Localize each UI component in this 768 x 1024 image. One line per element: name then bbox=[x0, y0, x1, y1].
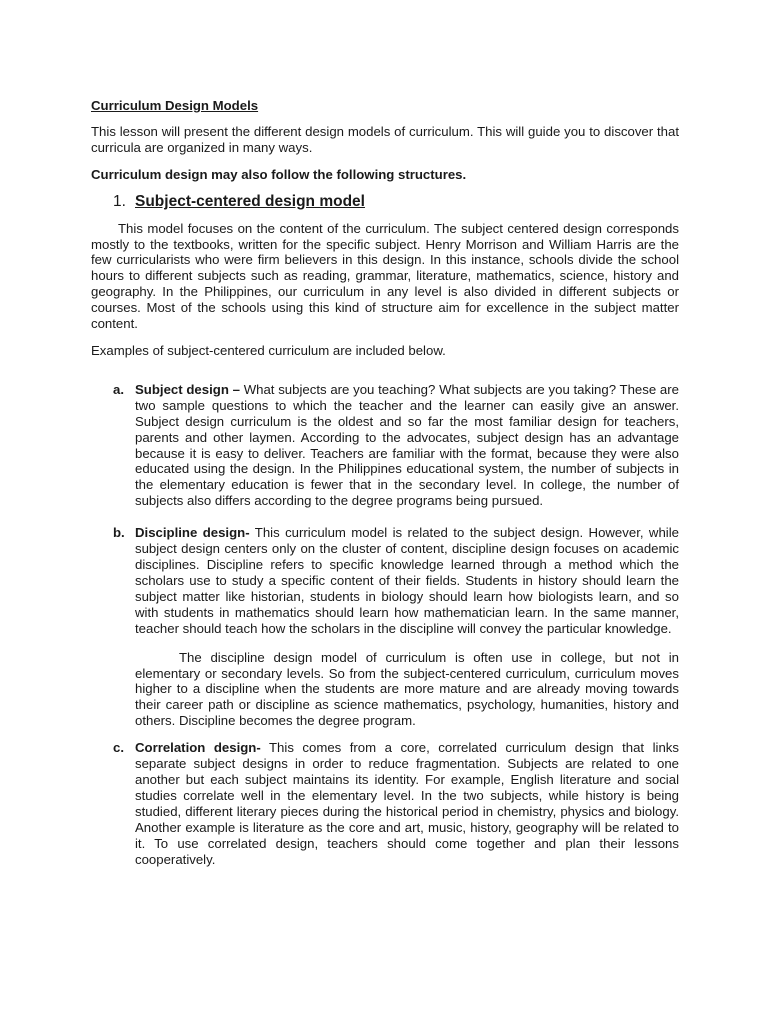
list-marker: a. bbox=[113, 381, 124, 397]
list-item-term: Correlation design- bbox=[135, 740, 261, 756]
section-number: 1. bbox=[113, 192, 126, 210]
list-item-text: What subjects are you teaching? What subjects are you taking? These are two sample questions to which the teacher and the learner can easily give an answer. Subject design curriculum is the oldest and so far the most familiar design for teachers, parents and other laymen. According to the advocates, subject design has an advantage because it is easy to deliver. Teachers are familiar with the format, because they were also educated using the design. In the Philippines educational system, the number of subjects in the elementary education is fewer that in the secondary level. In college, the number of subjects also differs according to the degree programs being pursued. bbox=[135, 381, 679, 509]
list-marker: c. bbox=[113, 740, 124, 756]
document-title: Curriculum Design Models bbox=[91, 98, 259, 113]
list-item-text: This comes from a core, correlated curriculum design that links separate subject designs in order to reduce fragmentation. Subjects are related to one another but each subject maintains its identity. For example, English literature and social studies correlate well in the elementary level. In the two subjects, while history is being studied, different literary pieces during the historical period in chemistry, physics and biology. Another example is literature as the core and art, music, history, geography will be related to it. To use correlated design, teachers should come together and plan their lessons cooperatively. bbox=[135, 740, 679, 867]
list-item-body bbox=[135, 740, 679, 867]
list-item-term: Discipline design- bbox=[135, 525, 250, 541]
document-page bbox=[91, 98, 679, 867]
list-item-correlation-design bbox=[113, 740, 679, 867]
examples-intro: Examples of subject-centered curriculum are included below. bbox=[91, 342, 446, 358]
discipline-followup-paragraph: The discipline design model of curriculum is often use in college, but not in elementary or secondary levels. So from the subject-centered curriculum, curriculum moves higher to a discipline when the students are more mature and are already moving towards their career path or discipline as science mathematics, psychology, humanities, history and others. Discipline becomes the degree program. bbox=[135, 649, 679, 729]
intro-paragraph: This lesson will present the different design models of curriculum. This will guide you to discover that curricula are organized in many ways. bbox=[91, 123, 679, 155]
list-item-text: This curriculum model is related to the subject design. However, while subject design centers only on the cluster of content, discipline design focuses on academic disciplines. Discipline refers to specific knowledge learned through a method which the scholars use to study a specific content of their fields. Students in history should learn the subject matter like historian, students in biology should learn how biologists learn, and so with students in mathematics should learn how mathematician learn. In the same manner, teacher should teach how the scholars in the discipline will convey the particular knowledge. bbox=[135, 525, 679, 636]
structures-note: Curriculum design may also follow the following structures. bbox=[91, 166, 467, 182]
list-item-discipline-design bbox=[113, 525, 679, 636]
section-heading bbox=[91, 193, 679, 211]
section-paragraph: This model focuses on the content of the curriculum. The subject centered design corresponds mostly to the textbooks, written for the specific subject. Henry Morrison and William Harris are the few curricularists who were firm believers in this design. In this instance, schools divide the school hours to different subjects such as reading, grammar, literature, mathematics, science, history and geography. In the Philippines, our curriculum in any level is also divided in different subjects or courses. Most of the schools using this kind of structure aim for excellence in the subject matter content. bbox=[91, 220, 679, 332]
list-item-body bbox=[135, 525, 679, 636]
list-item-body bbox=[135, 382, 679, 509]
list-marker: b. bbox=[113, 525, 125, 541]
section-title: Subject-centered design model bbox=[135, 192, 365, 210]
list-item-term: Subject design – bbox=[135, 381, 240, 397]
list-item-subject-design bbox=[113, 382, 679, 509]
